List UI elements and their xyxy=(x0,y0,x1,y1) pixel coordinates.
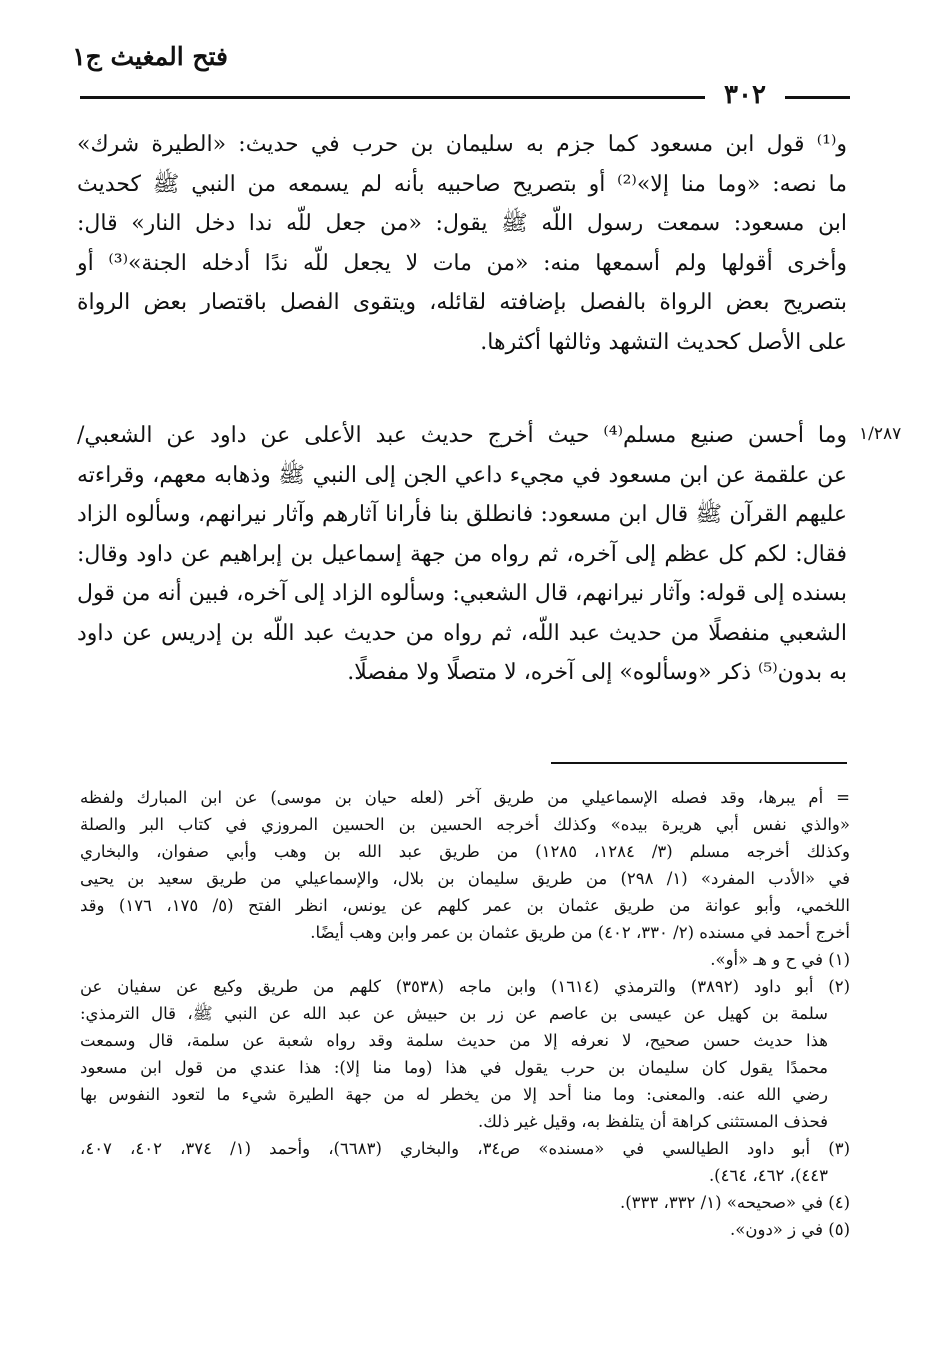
footnote-line: (٣) أبو داود الطيالسي في «مسنده» ص٣٤، والبخاري (٦٦٨٣)، وأحمد (١/ ٣٧٤، ٤٠٢، ٤٠٧، xyxy=(80,1139,850,1158)
footnotes xyxy=(80,784,850,1243)
footnote-line: (٢) أبو داود (٣٨٩٢) والترمذي (١٦١٤) وابن ماجه (٣٥٣٨) كلهم من طريق وكيع عن سفيان عن xyxy=(80,977,850,996)
footnote-line: = أم يبرها، وقد فصله الإسماعيلي من طريق آخر (لعله حيان بن موسى) عن ابن المبارك ولفظه xyxy=(80,788,850,807)
running-title: فتح المغيث ج١ xyxy=(72,42,228,71)
footnote-line: محمدًا يقول كان سليمان بن حرب يقول في هذا (وما منا إلا): هذا عندي من قول ابن مسعود xyxy=(80,1058,828,1077)
footnote-line: هذا حديث حسن صحيح، لا نعرفه إلا من حديث سلمة وقد رواه شعبة عن سلمة، قال وسمعت xyxy=(80,1031,828,1050)
text-line: فقال: لكم كل عظم إلى آخره، ثم رواه من جهة إسماعيل بن إبراهيم عن داود وقال: xyxy=(77,541,847,567)
text-line: و⁽¹⁾ قول ابن مسعود كما جزم به سليمان بن حرب في حديث: «الطيرة شرك» xyxy=(77,132,847,157)
footnote-line: (٥) في ز «دون». xyxy=(730,1220,850,1239)
footnote-1 xyxy=(80,946,850,973)
footnote-line: أخرج أحمد في مسنده (٢/ ٣٣٠، ٤٠٢) من طريق عثمان بن عمر وابن وهب أيضًا. xyxy=(310,923,850,942)
text-line: وما أحسن صنيع مسلم⁽⁴⁾ حيث أخرج حديث عبد الأعلى عن داود عن الشعبي/ xyxy=(77,423,847,448)
footnote-line: «والذي نفس أبي هريرة بيده» وكذلك أخرجه الحسين بن الحسين المروزي في كتاب البر والصلة xyxy=(80,815,850,834)
footnote-line: (١) في ح و هـ «أو». xyxy=(710,950,850,969)
footnote-continuation xyxy=(80,784,850,946)
paragraph-2 xyxy=(77,416,847,693)
footnote-line: ٤٤٣)، ٤٦٢، ٤٦٤). xyxy=(708,1166,828,1185)
footnote-line: في «الأدب المفرد» (١/ ٢٩٨) من طريق سليمان بن بلال، والإسماعيلي من طريق سعيد بن يحيى xyxy=(80,869,851,888)
footnote-3 xyxy=(80,1135,850,1189)
footnote-5 xyxy=(80,1216,850,1243)
text-line: عن علقمة عن ابن مسعود في مجيء داعي الجن إلى النبي ﷺ وذهابه معهم، وقراءته xyxy=(77,462,847,488)
text-line: الشعبي منفصلًا من حديث عبد اللّه، ثم رواه من حديث عبد اللّه بن إدريس عن داود xyxy=(77,620,847,646)
paragraph-1 xyxy=(77,125,847,362)
text-line: على الأصل كحديث التشهد وثالثها أكثرها. xyxy=(480,329,847,355)
text-line: بتصريح بعض الرواة بالفصل بإضافته لقائله، ويتقوى الفصل باقتصار بعض الرواة xyxy=(77,290,848,315)
footnote-2 xyxy=(80,973,850,1135)
footnote-separator xyxy=(551,762,847,764)
footnote-line: سلمة بن كهيل عن عيسى بن عاصم عن زر بن حبيش عن عبد الله عن النبي ﷺ، قال الترمذي: xyxy=(80,1004,828,1023)
footnote-line: فحذف المستثنى كراهة أن يتلفظ به، وقيل غير ذلك. xyxy=(478,1112,828,1131)
text-line: عليهم القرآن ﷺ قال ابن مسعود: فانطلق بنا فأرانا آثارهم وآثار نيرانهم، وسألوه الزاد xyxy=(77,502,847,527)
footnote-line: وكذلك أخرجه مسلم (٣/ ١٢٨٤، ١٢٨٥) من طريق عبد الله بن وهب وأبي صفوان، والبخاري xyxy=(80,842,850,861)
text-line: به بدون⁽⁵⁾ ذكر «وسألوه» إلى آخره، لا متصلًا ولا مفصلًا. xyxy=(347,660,847,685)
footnote-4 xyxy=(80,1189,850,1216)
text-line: ابن مسعود: سمعت رسول اللّه ﷺ يقول: «من جعل للّه ندا دخل النار» قال: xyxy=(77,211,847,236)
footnote-line: (٤) في «صحيحه» (١/ ٣٣٢، ٣٣٣). xyxy=(619,1193,850,1212)
text-line: بسنده إلى قوله: وآثار نيرانهم، قال الشعبي: وسألوه الزاد إلى آخره، فبين أنه من قول xyxy=(77,581,847,606)
page-number: ٣٠٢ xyxy=(705,80,785,110)
margin-reference: ١/٢٨٧ xyxy=(859,424,902,444)
text-line: وأخرى أقولها ولم أسمعها منه: «من مات لا يجعل للّه ندًا أدخله الجنة»⁽³⁾ أو xyxy=(77,250,847,276)
footnote-line: رضي الله عنه. والمعنى: وما منا أحد إلا من يخطر له من جهة الطيرة شيء ما لتعود النفوس بها xyxy=(80,1085,828,1104)
footnote-line: اللخمي، وأبو عوانة من طريق عثمان بن عمر كلهم عن يونس، انظر الفتح (٥/ ١٧٥، ١٧٦) وقد xyxy=(80,896,851,915)
text-line: ما نصه: «وما منا إلا»⁽²⁾ أو بتصريح صاحبيه بأنه لم يسمعه من النبي ﷺ كحديث xyxy=(77,171,847,197)
